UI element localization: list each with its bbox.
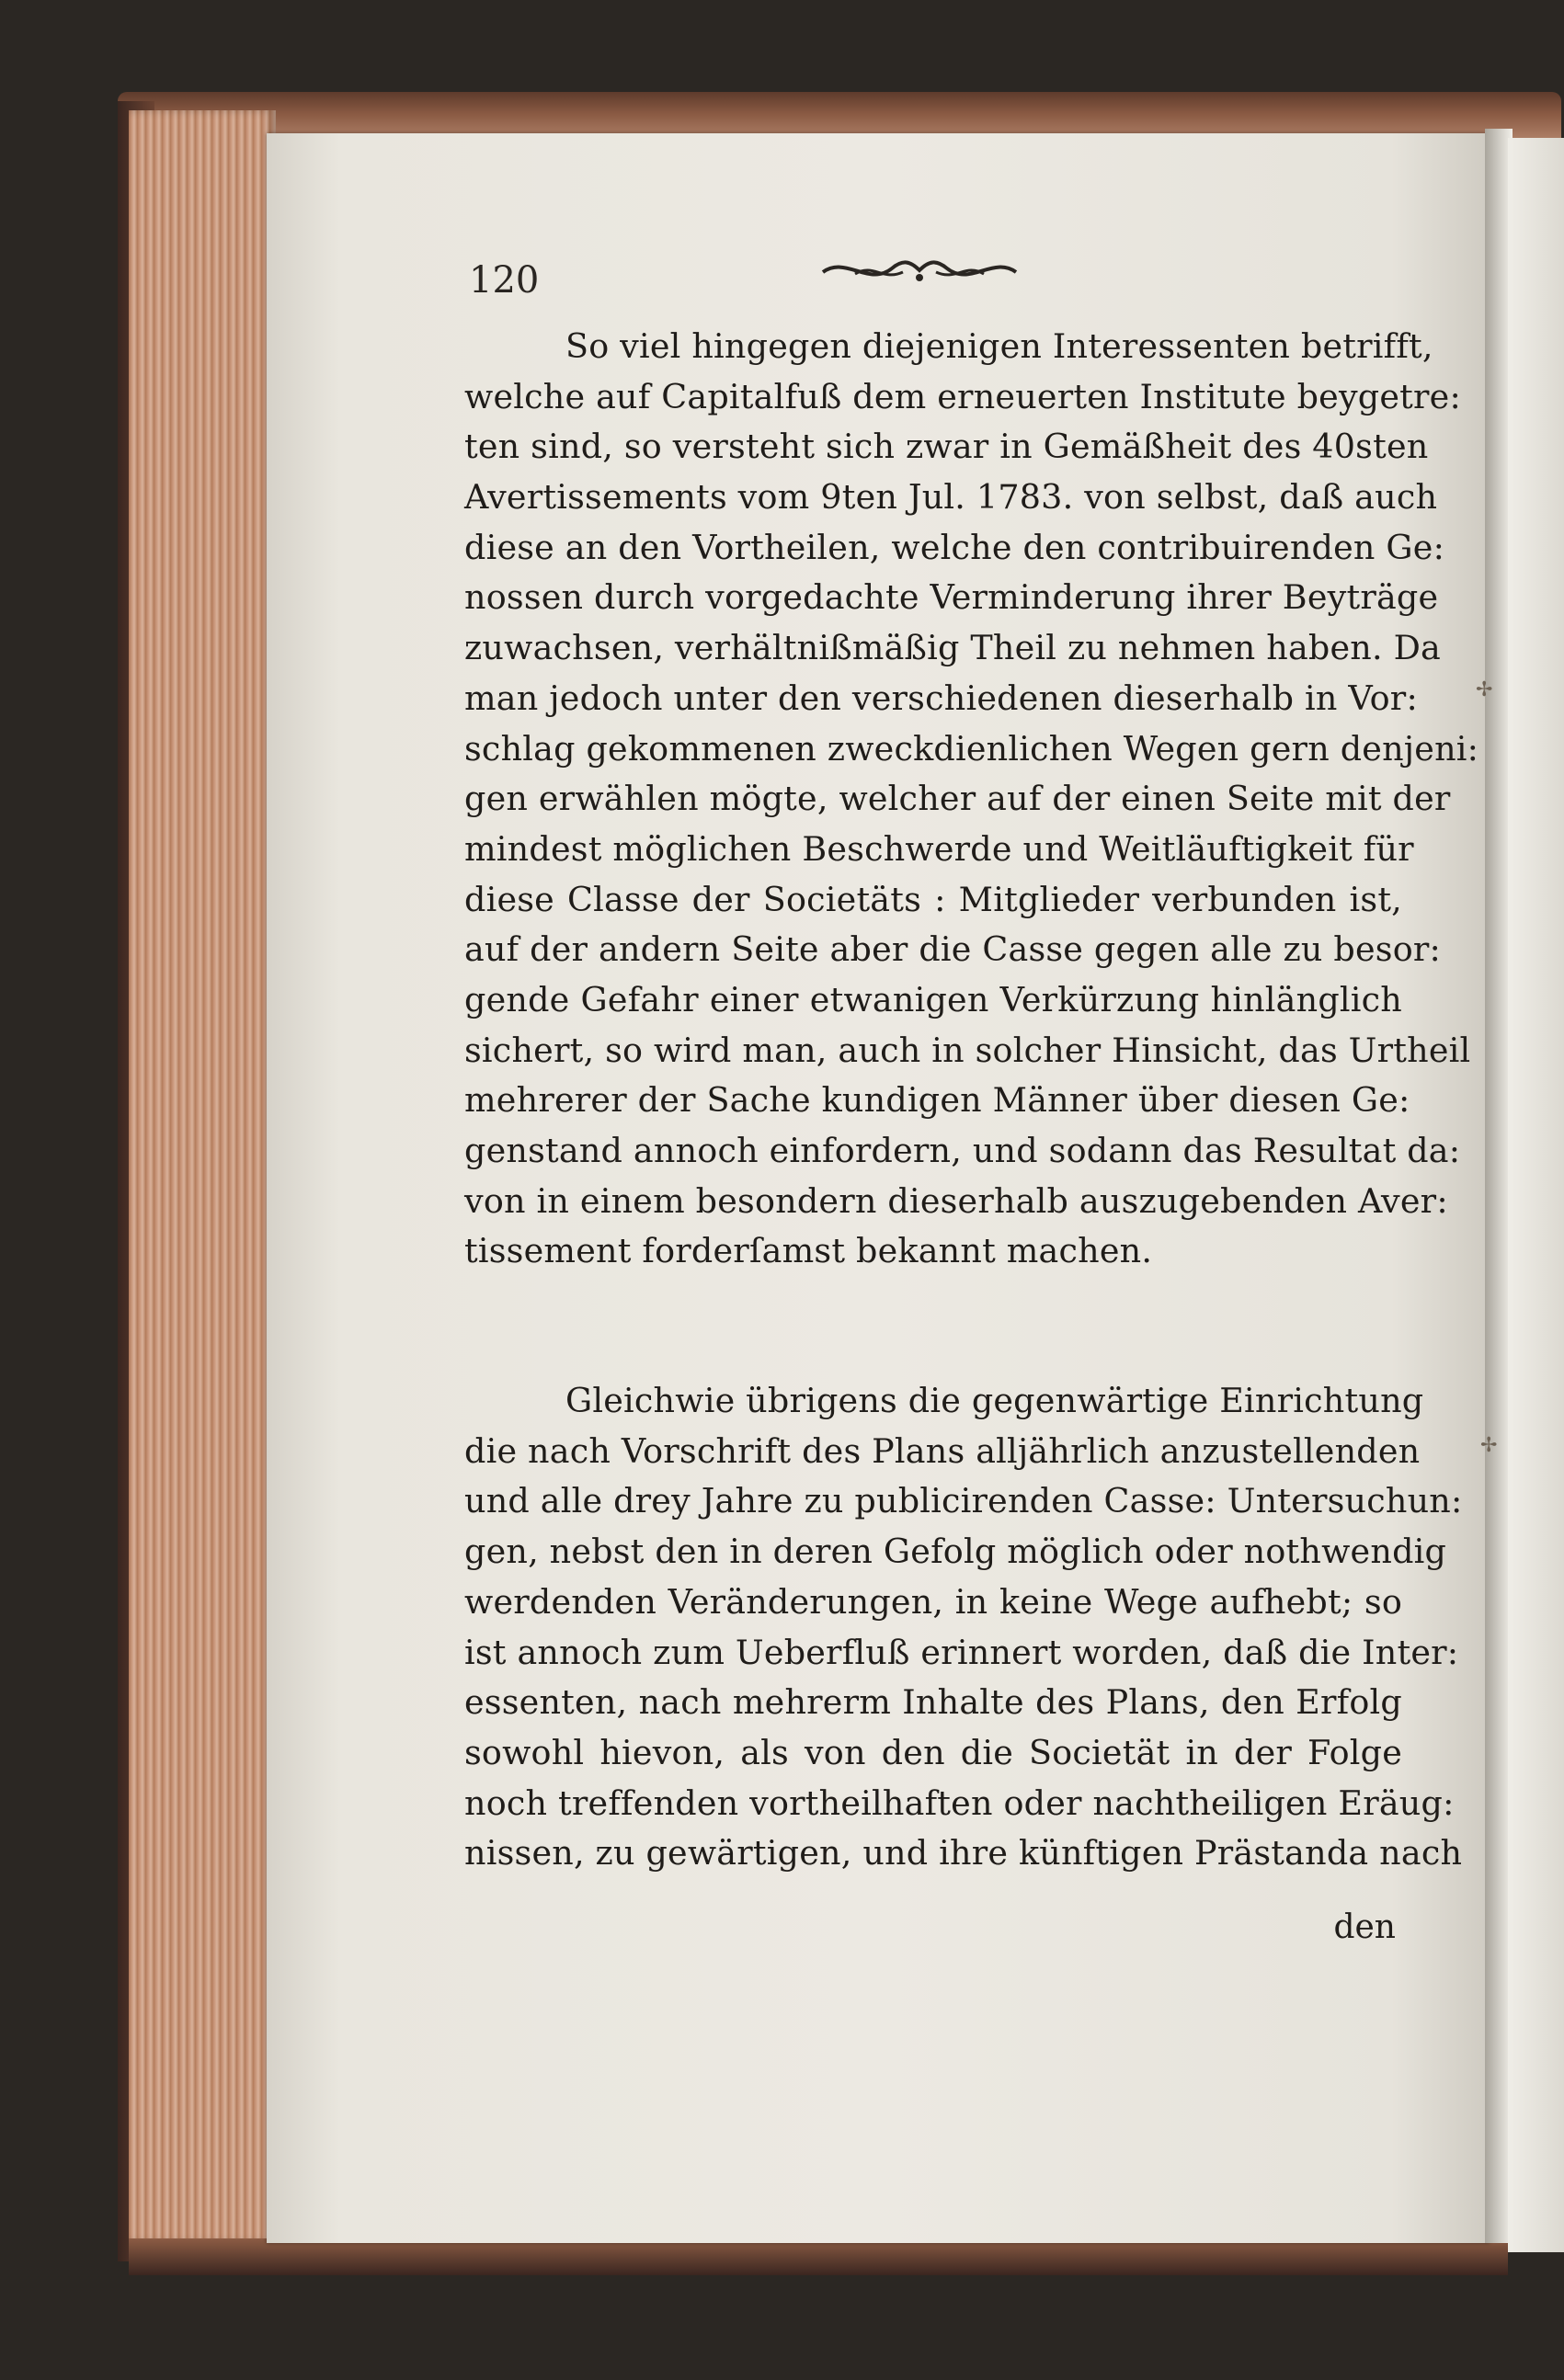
paragraph-1 xyxy=(464,322,1479,1277)
text-line: werdenden Veränderungen, in keine Wege aufhebt; so xyxy=(464,1581,1402,1622)
text-line: tissement forderſamst bekannt machen. xyxy=(464,1231,1153,1271)
page-edges-stack xyxy=(129,110,276,2243)
text-line: genstand annoch einfordern, und sodann das Resultat da: xyxy=(464,1131,1461,1170)
text-line: diese an den Vortheilen, welche den contribuirenden Ge: xyxy=(464,527,1445,567)
text-line: nissen, zu gewärtigen, und ihre künftigen Prästanda nach xyxy=(464,1833,1463,1873)
text-line: auf der andern Seite aber die Casse gegen alle zu besor: xyxy=(464,929,1442,970)
text-line: ist annoch zum Ueberfluß erinnert worden, daß die Inter: xyxy=(464,1632,1459,1672)
text-line: gende Gefahr einer etwanigen Verkürzung hinlänglich xyxy=(464,979,1402,1019)
body-text xyxy=(464,322,1479,1879)
text-line: sichert, so wird man, auch in solcher Hinsicht, das Urtheil xyxy=(464,1030,1471,1070)
text-line: ten sind, so versteht sich zwar in Gemäßheit des 40sten xyxy=(464,427,1429,467)
paragraph-2 xyxy=(464,1376,1463,1879)
text-line: Avertissements vom 9ten Jul. 1783. von selbst, daß auch xyxy=(464,477,1438,518)
text-line: die nach Vorschrift des Plans alljährlich anzustellenden xyxy=(464,1430,1421,1471)
text-line: man jedoch unter den verschiedenen dieserhalb in Vor: xyxy=(464,678,1418,718)
ornament-icon xyxy=(818,250,1021,290)
text-line: diese Classe der Societäts : Mitglieder verbunden ist, xyxy=(464,879,1402,919)
text-line: zuwachsen, verhältnißmäßig Theil zu nehmen haben. Da xyxy=(464,628,1442,668)
margin-mark-icon: ✢ xyxy=(1480,1434,1498,1457)
text-line: gen, nebst den in deren Gefolg möglich oder nothwendig xyxy=(464,1532,1447,1572)
text-line: schlag gekommenen zweckdienlichen Wegen gern denjeni: xyxy=(464,728,1479,769)
page-number: 120 xyxy=(469,259,540,302)
book-bottom-edge xyxy=(129,2238,1508,2275)
facing-page xyxy=(1508,138,1564,2252)
text-line: mehrerer der Sache kundigen Männer über diesen Ge: xyxy=(464,1080,1410,1121)
text-line: und alle drey Jahre zu publicirenden Casse: Untersuchun: xyxy=(464,1481,1463,1521)
text-line: von in einem besondern dieserhalb auszugebenden Aver: xyxy=(464,1180,1448,1221)
text-line: nossen durch vorgedachte Verminderung ihrer Beyträge xyxy=(464,577,1439,618)
text-line: noch treffenden vortheilhaften oder nachtheiligen Eräug: xyxy=(464,1782,1455,1823)
text-line: mindest möglichen Beschwerde und Weitläuftigkeit für xyxy=(464,828,1414,869)
text-line: gen erwählen mögte, welcher auf der einen Seite mit der xyxy=(464,779,1451,819)
catchword: den xyxy=(1333,1908,1396,1946)
margin-mark-icon: ✢ xyxy=(1476,678,1493,701)
text-line: essenten, nach mehrerm Inhalte des Plans, den Erfolg xyxy=(464,1682,1402,1723)
text-line: So viel hingegen diejenigen Interessenten betrifft, xyxy=(565,326,1433,366)
text-line: Gleichwie übrigens die gegenwärtige Einrichtung xyxy=(565,1381,1424,1421)
text-line: sowohl hievon, als von den die Societät in der Folge xyxy=(464,1732,1402,1772)
text-line: welche auf Capitalfuß dem erneuerten Institute beygetre: xyxy=(464,376,1461,416)
